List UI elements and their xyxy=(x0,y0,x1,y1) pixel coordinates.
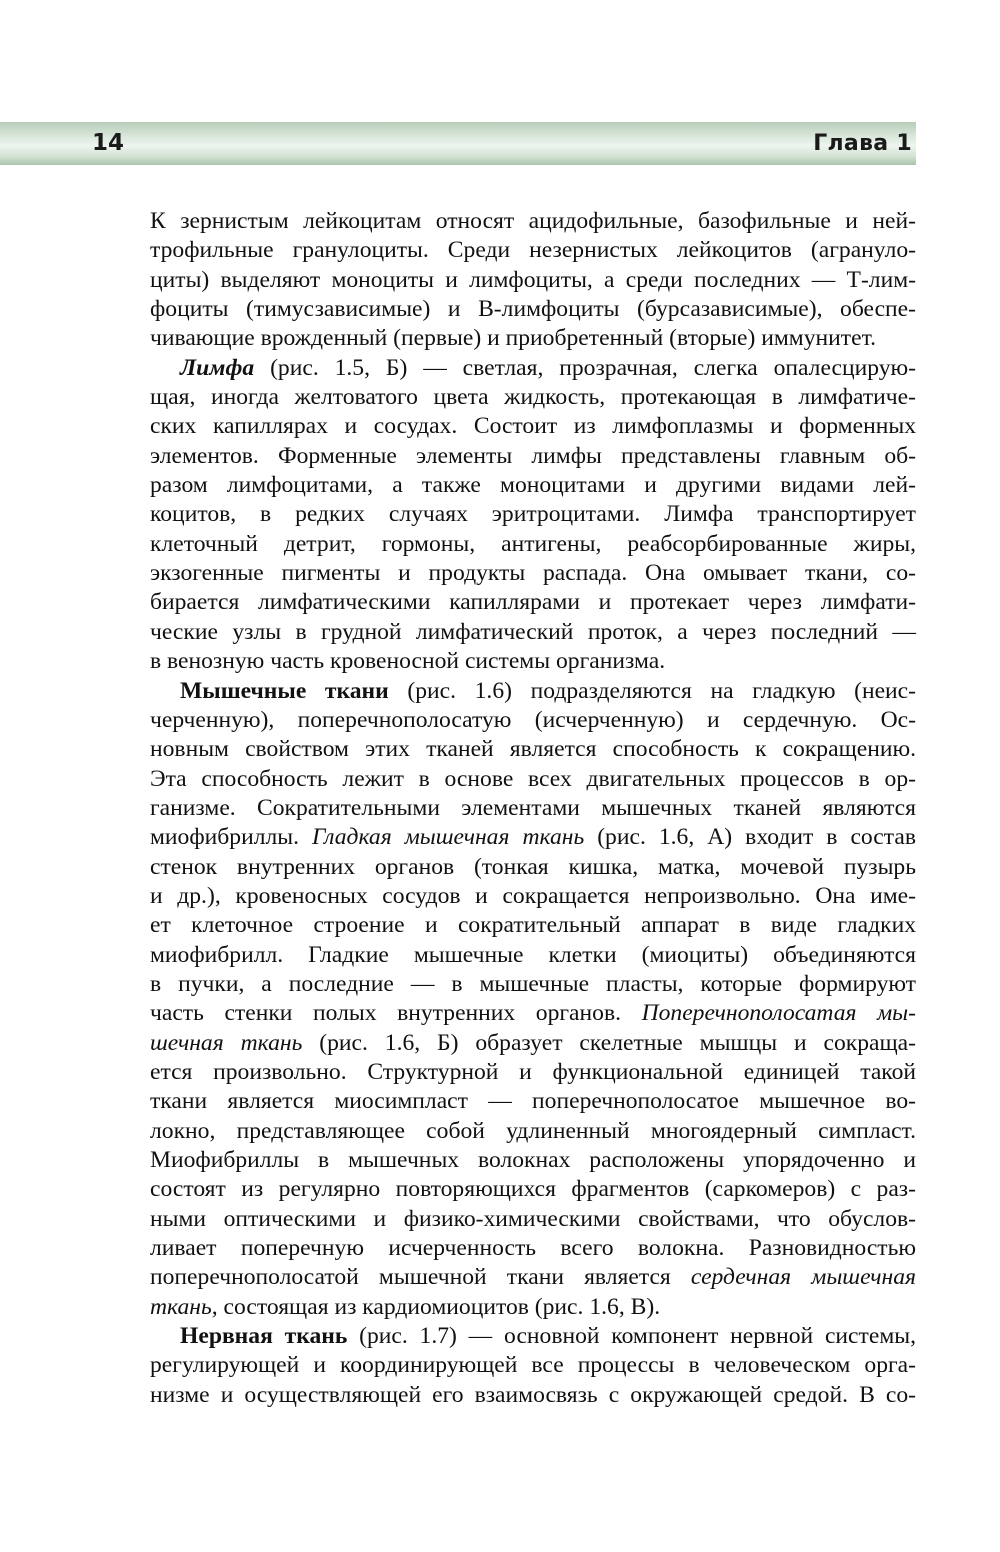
text-line xyxy=(150,1029,916,1058)
text-line xyxy=(150,295,916,324)
text-run: ских капиллярах и сосудах. Состоит из лимфоплазмы и форменных xyxy=(150,413,916,440)
text-line xyxy=(150,236,916,265)
text-run: черченную), поперечнополосатую (исчерченную) и сердечную. Ос- xyxy=(150,706,916,733)
text-run: миофибрилл. Гладкие мышечные клетки (миоциты) объединяются xyxy=(150,941,916,968)
text-line xyxy=(150,1381,916,1410)
text-run: и др.), кровеносных сосудов и сокращается непроизвольно. Она име- xyxy=(150,882,916,909)
text-line xyxy=(150,1058,916,1087)
emphasized-term: Лимфа xyxy=(180,354,255,381)
text-run: миофибриллы. xyxy=(150,824,313,851)
text-line xyxy=(150,618,916,647)
text-run: ет клеточное строение и сократительный аппарат в виде гладких xyxy=(150,912,916,939)
text-line xyxy=(150,530,916,559)
emphasized-term: Мышечные ткани xyxy=(180,677,389,704)
text-line xyxy=(150,970,916,999)
text-line xyxy=(150,1263,916,1292)
paragraph xyxy=(150,1322,916,1410)
text-run: коцитов, в редких случаях эритроцитами. Лимфа транспортирует xyxy=(150,501,916,528)
text-run: ганизме. Сократительными элементами мышечных тканей являются xyxy=(150,794,916,821)
text-line xyxy=(150,765,916,794)
text-line xyxy=(150,911,916,940)
text-line xyxy=(150,354,916,383)
text-run: (рис. 1.6, Б) образует скелетные мышцы и сокраща- xyxy=(302,1029,916,1056)
text-run: (рис. 1.5, Б) — светлая, прозрачная, слегка опалесцирую- xyxy=(254,354,916,381)
text-run: регулирующей и координирующей все процессы в человеческом орга- xyxy=(150,1352,916,1379)
text-line xyxy=(150,1146,916,1175)
paragraph xyxy=(150,207,916,354)
text-line xyxy=(150,706,916,735)
text-run: Эта способность лежит в основе всех двигательных процессов в ор- xyxy=(150,765,916,792)
text-line xyxy=(150,647,916,676)
text-run: экзогенные пигменты и продукты распада. Она омывает ткани, со- xyxy=(150,560,916,587)
text-line xyxy=(150,559,916,588)
emphasized-term: Поперечнополосатая мы- xyxy=(641,1000,916,1027)
text-run: низме и осуществляющей его взаимосвязь с окружающей средой. В со- xyxy=(150,1381,916,1408)
text-run: К зернистым лейкоцитам относят ацидофильные, базофильные и ней- xyxy=(150,208,916,234)
text-line xyxy=(150,500,916,529)
emphasized-term: Гладкая мышечная ткань xyxy=(312,824,585,851)
paragraph xyxy=(150,354,916,677)
text-line xyxy=(150,1117,916,1146)
text-run: элементов. Форменные элементы лимфы представлены главным об- xyxy=(150,442,916,469)
text-run: стенок внутренних органов (тонкая кишка, матка, мочевой пузырь xyxy=(150,853,916,880)
text-run: ткани является миосимпласт — поперечнополосатое мышечное во- xyxy=(150,1088,916,1115)
text-run: часть стенки полых внутренних органов. xyxy=(150,1000,642,1027)
text-run: состоят из регулярно повторяющихся фрагментов (саркомеров) с раз- xyxy=(150,1176,916,1203)
text-run: ется произвольно. Структурной и функциональной единицей такой xyxy=(150,1058,916,1085)
text-line xyxy=(150,941,916,970)
text-run: трофильные гранулоциты. Среди незернистых лейкоцитов (агрануло- xyxy=(150,237,916,264)
text-line xyxy=(150,324,916,353)
text-line xyxy=(150,882,916,911)
text-line xyxy=(150,1293,916,1322)
text-run: ческие узлы в грудной лимфатический проток, а через последний — xyxy=(150,618,916,645)
text-line xyxy=(150,1205,916,1234)
text-line xyxy=(150,677,916,706)
text-run: бирается лимфатическими капиллярами и протекает через лимфати- xyxy=(150,589,916,616)
text-line xyxy=(150,266,916,295)
text-run: фоциты (тимусзависимые) и В-лимфоциты (бурсазависимые), обеспе- xyxy=(150,296,916,323)
text-line xyxy=(150,823,916,852)
text-line xyxy=(150,735,916,764)
text-run: циты) выделяют моноциты и лимфоциты, а среди последних — Т-лим- xyxy=(150,266,916,293)
text-line xyxy=(150,999,916,1028)
text-run: разом лимфоцитами, а также моноцитами и другими видами лей- xyxy=(150,472,916,499)
text-run: в венозную часть кровеносной системы организма. xyxy=(150,648,666,675)
text-line xyxy=(150,207,916,236)
text-line xyxy=(150,1351,916,1380)
text-run: щая, иногда желтоватого цвета жидкость, протекающая в лимфатиче- xyxy=(150,384,916,411)
page-number: 14 xyxy=(92,130,125,156)
text-run: в пучки, а последние — в мышечные пласты, которые формируют xyxy=(150,970,916,997)
body-text xyxy=(150,207,916,1410)
text-line xyxy=(150,853,916,882)
text-run: (рис. 1.7) — основной компонент нервной системы, xyxy=(347,1323,916,1350)
text-run: (рис. 1.6, А) входит в состав xyxy=(584,824,916,851)
text-line xyxy=(150,1175,916,1204)
text-run: Миофибриллы в мышечных волокнах расположены упорядоченно и xyxy=(150,1147,916,1173)
text-run: клеточный детрит, гормоны, антигены, реабсорбированные жиры, xyxy=(150,530,916,557)
text-run: локно, представляющее собой удлиненный многоядерный симпласт. xyxy=(150,1117,916,1144)
text-run: ливает поперечную исчерченность всего волокна. Разновидностью xyxy=(150,1235,916,1262)
text-run: , состоящая из кардиомиоцитов (рис. 1.6, В). xyxy=(211,1293,661,1320)
text-run: поперечнополосатой мышечной ткани является xyxy=(150,1264,691,1291)
text-line xyxy=(150,1322,916,1351)
text-line xyxy=(150,442,916,471)
emphasized-term: ткань xyxy=(150,1293,212,1320)
chapter-label: Глава 1 xyxy=(813,131,912,156)
text-run: новным свойством этих тканей является способность к сокращению. xyxy=(150,736,916,763)
running-header xyxy=(0,122,916,165)
text-line xyxy=(150,588,916,617)
emphasized-term: шечная ткань xyxy=(150,1029,303,1056)
text-run: чивающие врожденный (первые) и приобретенный (вторые) иммунитет. xyxy=(150,325,877,352)
text-line xyxy=(150,471,916,500)
text-run: ными оптическими и физико-химическими свойствами, что обуслов- xyxy=(150,1205,916,1232)
text-line xyxy=(150,794,916,823)
paragraph xyxy=(150,677,916,1323)
text-line xyxy=(150,383,916,412)
text-line xyxy=(150,1234,916,1263)
emphasized-term: сердечная мышечная xyxy=(690,1264,917,1291)
text-run: (рис. 1.6) подразделяются на гладкую (неис- xyxy=(388,677,917,704)
emphasized-term: Нервная ткань xyxy=(180,1323,348,1350)
text-line xyxy=(150,412,916,441)
text-line xyxy=(150,1087,916,1116)
